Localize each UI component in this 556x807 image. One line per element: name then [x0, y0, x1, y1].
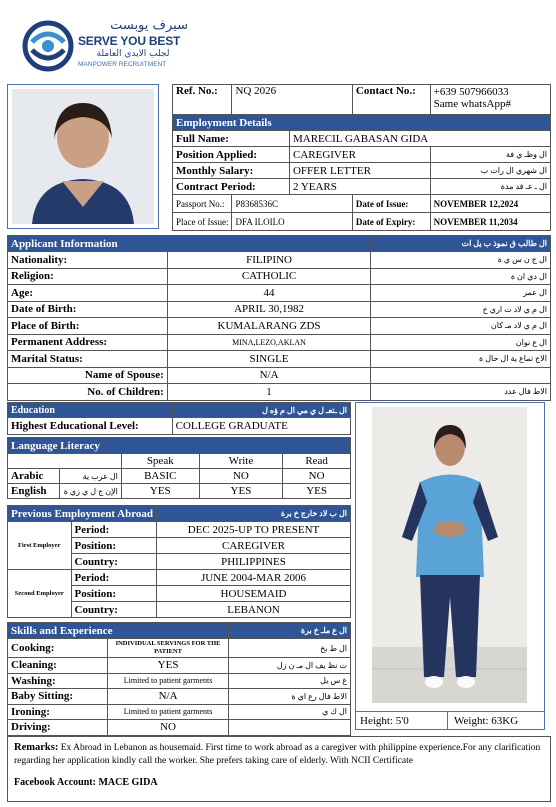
address-label: Permanent Address:: [8, 334, 168, 351]
education-table: [7, 402, 351, 435]
nationality-label: Nationality:: [8, 252, 168, 269]
marital-value: SINGLE: [167, 351, 371, 368]
remarks-text: Ex Abroad in Lebanon as housemaid. First time to work abroad as a caregiver with philippine experience.For any clarification regarding her application kindly call the worker. She prefers taking care of elderly. With NCII Certificate: [14, 743, 541, 766]
religion-value: CATHOLIC: [167, 268, 371, 285]
col-write: Write: [199, 454, 283, 469]
applicant-info-table: [7, 235, 551, 401]
second-country-label: Country:: [71, 602, 157, 618]
second-position-value: HOUSEMAID: [157, 586, 351, 602]
employment-details-table: [172, 84, 551, 231]
contract-value: 2 YEARS: [289, 179, 430, 195]
children-label: No. of Children:: [8, 384, 168, 401]
applicant-portrait: [12, 89, 154, 224]
spouse-arabic: [371, 367, 551, 384]
ironing-value: Limited to patient garments: [107, 704, 229, 720]
ironing-label: Ironing:: [8, 704, 108, 720]
issue-date-label: Date of Issue:: [352, 195, 430, 213]
contact-label: Contact No.:: [352, 85, 430, 115]
applicant-full-body-photo: [372, 407, 527, 703]
dob-arabic: ال م ي لاد ت اري خ: [371, 301, 551, 318]
language-title: Language Literacy: [8, 438, 351, 454]
contact-cell: [430, 85, 550, 115]
cleaning-arabic: ت نظ يف ال مـ ن زل: [229, 658, 351, 674]
full-name-value: MARECIL GABASAN GIDA: [289, 131, 550, 147]
first-employer-label: First Employer: [8, 522, 72, 570]
col-speak: Speak: [121, 454, 199, 469]
washing-label: Washing:: [8, 673, 108, 689]
cooking-value: INDIVIDUAL SERVINGS FOR THE PATIENT: [107, 639, 229, 658]
agency-logo: [22, 18, 188, 74]
salary-arabic: ال شهري ال رات ب: [430, 163, 550, 179]
religion-label: Religion:: [8, 268, 168, 285]
dob-value: APRIL 30,1982: [167, 301, 371, 318]
previous-employment-title: Previous Employment Abroad: [8, 506, 157, 522]
spouse-label: Name of Spouse:: [8, 367, 168, 384]
agency-name: SERVE YOU BEST: [78, 34, 181, 48]
address-arabic: ال ع نوان: [371, 334, 551, 351]
logo-emblem-icon: [22, 20, 74, 72]
salary-label: Monthly Salary:: [173, 163, 290, 179]
babysitting-value: N/A: [107, 689, 229, 705]
language-table: [7, 437, 351, 499]
applicant-info-title: Applicant Information: [8, 236, 371, 252]
education-title-arabic: ال ـتعـ ل ي مي ال م ؤه ل: [172, 403, 350, 418]
nationality-arabic: ال ج ن س ي ة: [371, 252, 551, 269]
children-value: 1: [167, 384, 371, 401]
remarks-box: [7, 736, 551, 802]
contract-label: Contract Period:: [173, 179, 290, 195]
driving-value: NO: [107, 720, 229, 736]
expiry-value: NOVEMBER 11,2034: [430, 213, 550, 231]
nationality-value: FILIPINO: [167, 252, 371, 269]
first-country-label: Country:: [71, 554, 157, 570]
position-arabic: ال وظـ ي فة: [430, 147, 550, 163]
ref-value: NQ 2026: [232, 85, 352, 115]
children-arabic: الاط فال عدد: [371, 384, 551, 401]
remarks-paragraph: [14, 741, 544, 768]
marital-label: Marital Status:: [8, 351, 168, 368]
remarks-label: Remarks:: [14, 742, 59, 753]
marital-arabic: الاج تماع ية ال حال ة: [371, 351, 551, 368]
first-period-value: DEC 2025-UP TO PRESENT: [157, 522, 351, 538]
english-read: YES: [283, 484, 351, 499]
applicant-portrait-frame: [7, 84, 159, 229]
skills-title: Skills and Experience: [8, 623, 229, 639]
height-value: Height: 5'0: [356, 712, 448, 730]
arabic-write: NO: [199, 469, 283, 484]
contact-note: Same whatsApp#: [433, 98, 511, 110]
first-position-value: CAREGIVER: [157, 538, 351, 554]
cleaning-label: Cleaning:: [8, 658, 108, 674]
arabic-speak: BASIC: [121, 469, 199, 484]
second-position-label: Position:: [71, 586, 157, 602]
weight-value: Weight: 63KG: [454, 715, 519, 727]
language-corner: [8, 454, 122, 469]
age-value: 44: [167, 285, 371, 302]
english-write: YES: [199, 484, 283, 499]
col-read: Read: [283, 454, 351, 469]
agency-tagline: MANPOWER RECRUITMENT: [78, 61, 167, 68]
skills-title-arabic: ال ع ملـ خ برة: [229, 623, 351, 639]
contact-value: +639 507966033: [433, 86, 509, 98]
full-body-photo-frame: [355, 402, 545, 730]
education-title: Education: [8, 403, 173, 418]
contract-arabic: ال ـ عـ قد مدة: [430, 179, 550, 195]
english-lang-label: English: [8, 484, 60, 499]
salary-value: OFFER LETTER: [289, 163, 430, 179]
previous-employment-table: [7, 505, 351, 618]
full-name-label: Full Name:: [173, 131, 290, 147]
facebook-account: Facebook Account: MACE GIDA: [14, 777, 158, 788]
cooking-arabic: ال ط بخ: [229, 639, 351, 658]
second-period-value: JUNE 2004-MAR 2006: [157, 570, 351, 586]
first-position-label: Position:: [71, 538, 157, 554]
washing-arabic: غ س يل: [229, 673, 351, 689]
passport-value: P8368536C: [232, 195, 352, 213]
address-value: MINA,LEZO,AKLAN: [167, 334, 371, 351]
birthplace-label: Place of Birth:: [8, 318, 168, 335]
expiry-label: Date of Expiry:: [352, 213, 430, 231]
employment-details-title: Employment Details: [173, 115, 551, 131]
skills-table: [7, 622, 351, 736]
first-period-label: Period:: [71, 522, 157, 538]
second-employer-label: Second Employer: [8, 570, 72, 618]
english-speak: YES: [121, 484, 199, 499]
agency-arabic-name: سيرف يوبست: [110, 18, 188, 33]
cooking-label: Cooking:: [8, 639, 108, 658]
cleaning-value: YES: [107, 658, 229, 674]
ironing-arabic: ال ك ي: [229, 704, 351, 720]
arabic-lang-label: Arabic: [8, 469, 60, 484]
second-country-value: LEBANON: [157, 602, 351, 618]
first-country-value: PHILIPPINES: [157, 554, 351, 570]
passport-label: Passport No.:: [173, 195, 232, 213]
age-label: Age:: [8, 285, 168, 302]
birthplace-arabic: ال م ي لاد مـ كان: [371, 318, 551, 335]
ref-label: Ref. No.:: [173, 85, 232, 115]
babysitting-label: Baby Sitting:: [8, 689, 108, 705]
education-label: Highest Educational Level:: [8, 418, 173, 435]
driving-label: Driving:: [8, 720, 108, 736]
second-period-label: Period:: [71, 570, 157, 586]
birthplace-value: KUMALARANG ZDS: [167, 318, 371, 335]
english-lang-arabic: الإن ج ل ي زي ة: [59, 484, 121, 499]
babysitting-arabic: الاط فال رع اي ة: [229, 689, 351, 705]
washing-value: Limited to patient garments: [107, 673, 229, 689]
spouse-value: N/A: [167, 367, 371, 384]
issue-place-value: DFA ILOILO: [232, 213, 352, 231]
religion-arabic: ال دي ان ة: [371, 268, 551, 285]
education-value: COLLEGE GRADUATE: [172, 418, 350, 435]
driving-arabic: [229, 720, 351, 736]
position-value: CAREGIVER: [289, 147, 430, 163]
issue-date-value: NOVEMBER 12,2024: [430, 195, 550, 213]
age-arabic: ال عمر: [371, 285, 551, 302]
agency-arabic-tagline: لجلب الايدي العاملة: [96, 49, 170, 59]
issue-place-label: Place of Issue:: [173, 213, 232, 231]
applicant-info-title-arabic: ال طالب ق نموذ ب يل ات: [371, 236, 551, 252]
position-label: Position Applied:: [173, 147, 290, 163]
previous-employment-title-arabic: ال ب لاد خارج خ برة: [157, 506, 351, 522]
arabic-lang-arabic: ال عرب ية: [59, 469, 121, 484]
dob-label: Date of Birth:: [8, 301, 168, 318]
arabic-read: NO: [283, 469, 351, 484]
